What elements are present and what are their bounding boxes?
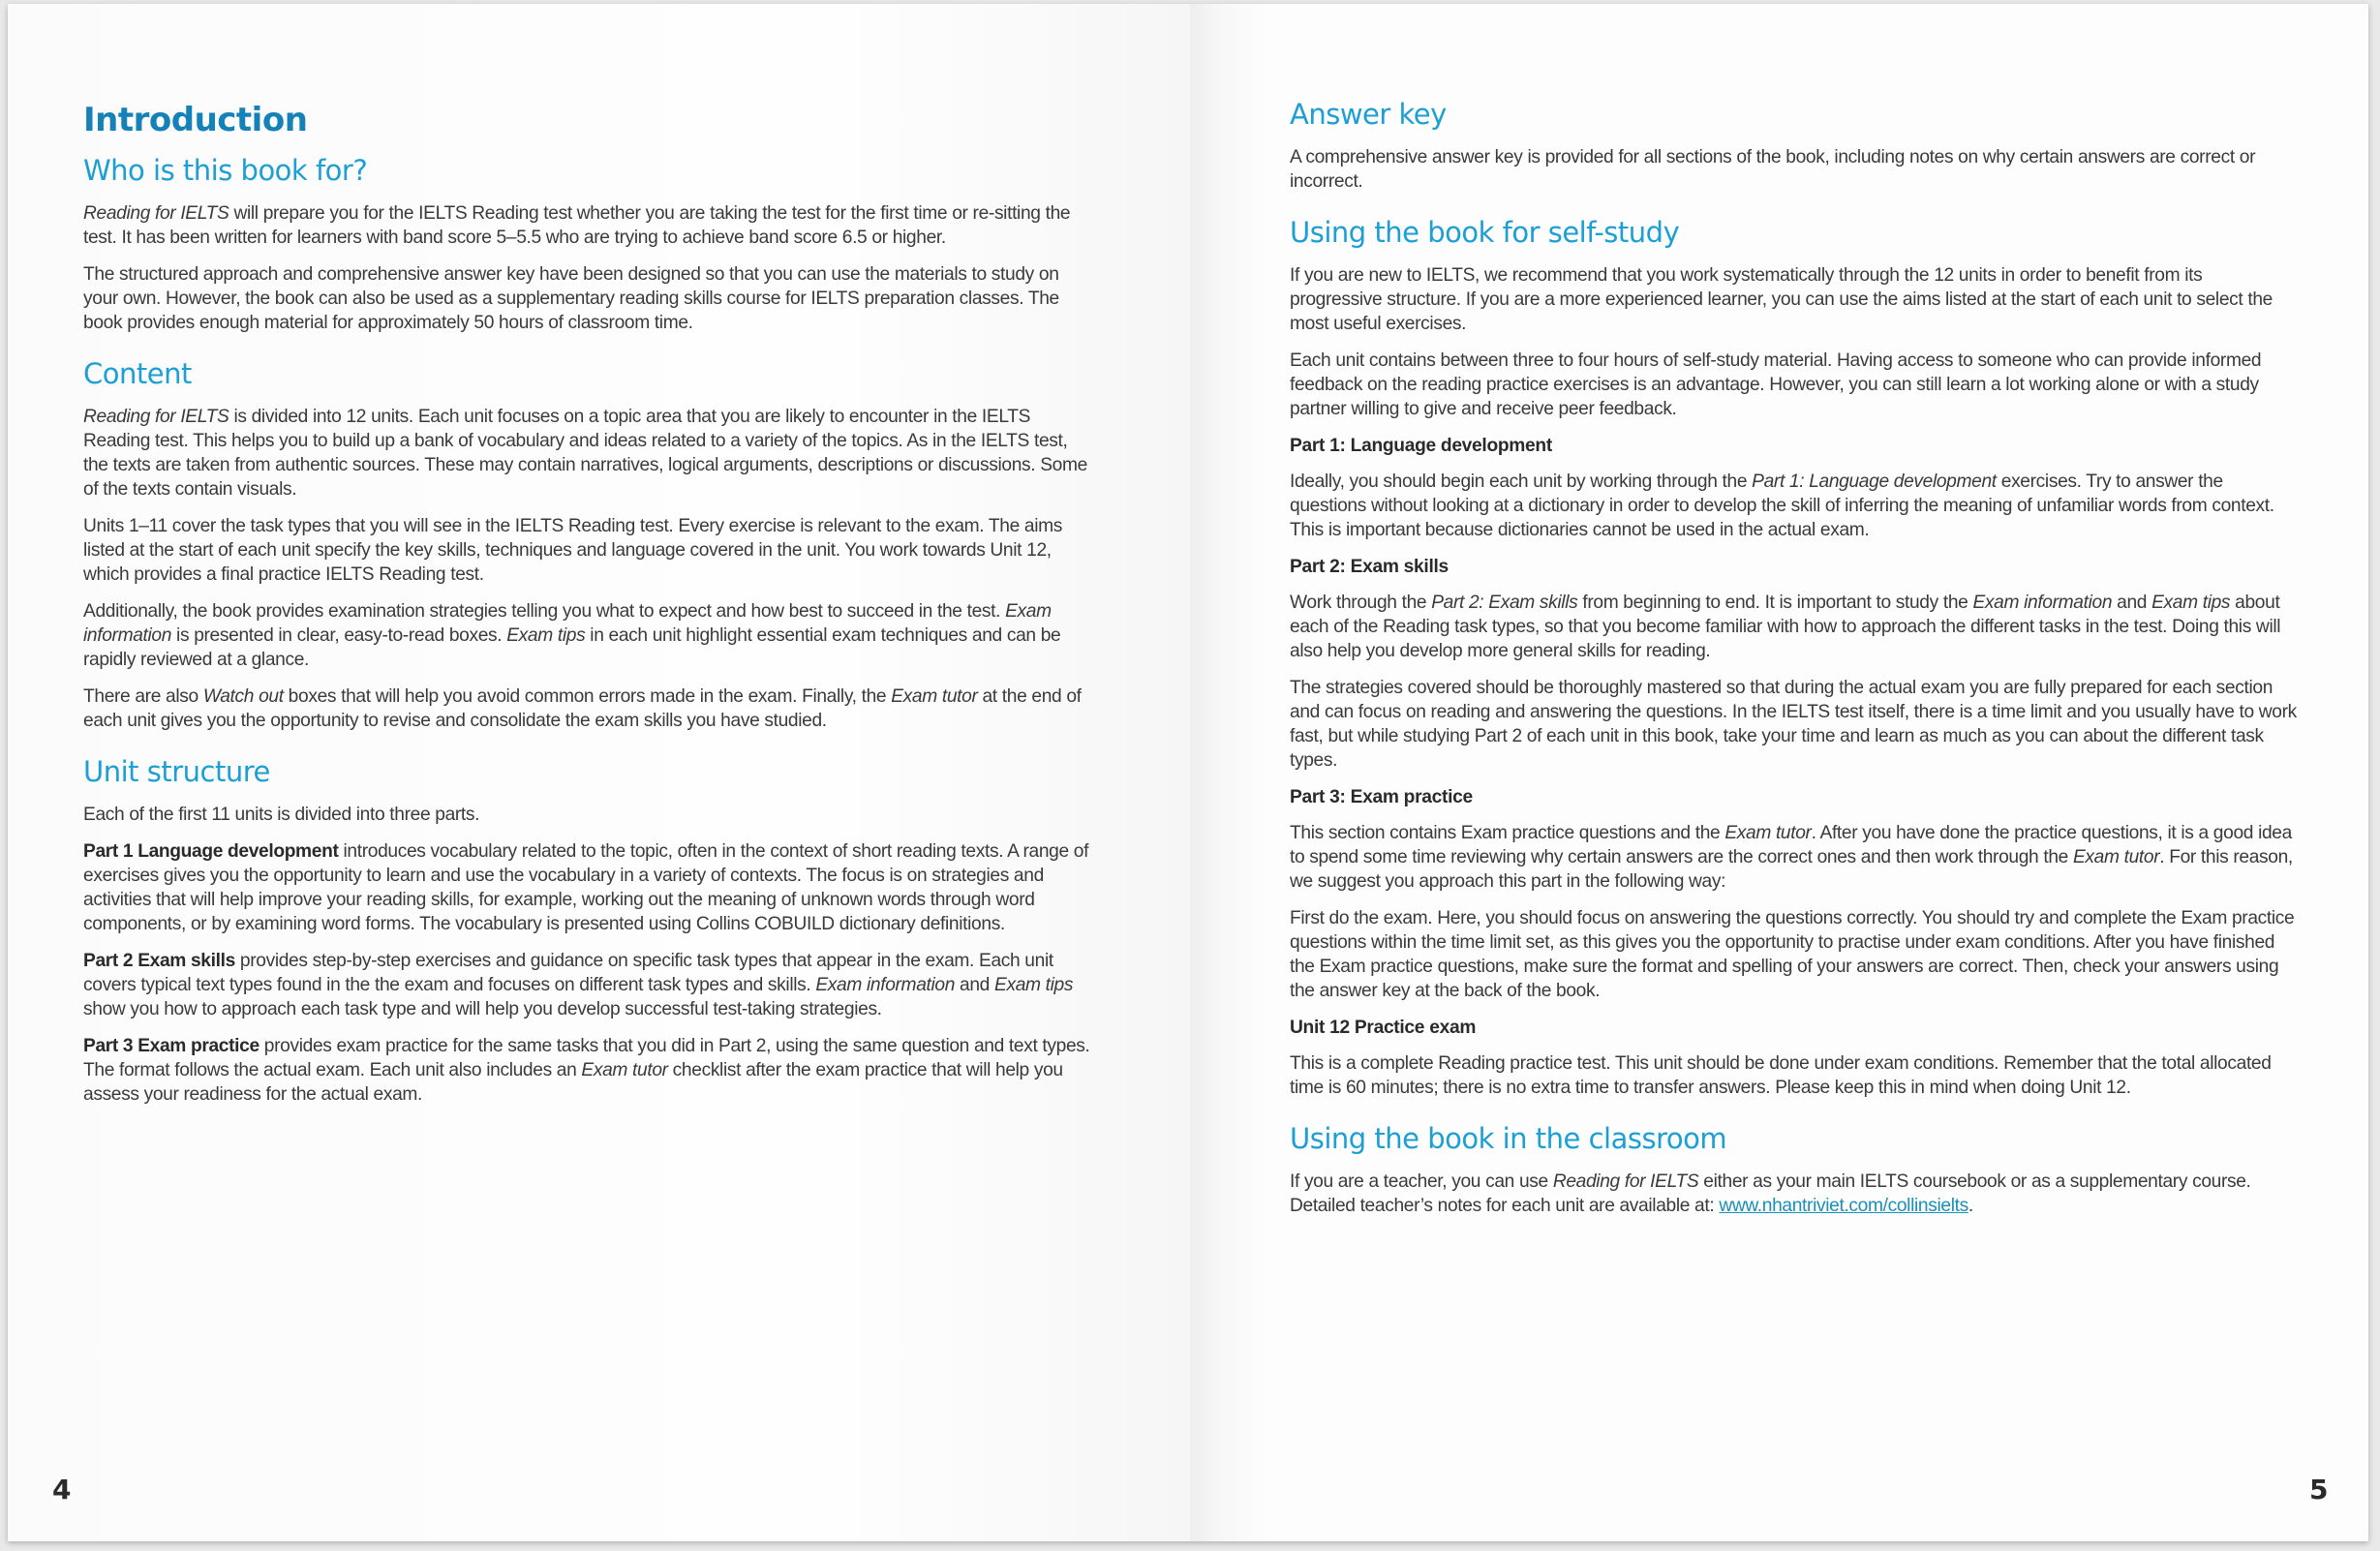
- book-title-italic: Reading for IELTS: [83, 203, 229, 224]
- italic-term: Watch out: [202, 686, 284, 707]
- left-column: [83, 101, 1090, 1128]
- paragraph: [83, 405, 1090, 502]
- paragraph-text: provides exam practice for the same tasks that you did in Part 2, using the same question and text types. The format follows the actual exam. Each unit also includes an: [83, 1036, 1090, 1080]
- paragraph: The structured approach and comprehensive answer key have been designed so that you can use the materials to study on your own. However, the book can also be used as a supplementary reading skills course for IELTS preparation classes. The book provides enough material for approximately 50 hours of classroom time.: [83, 264, 1059, 333]
- subheading-part3: Part 3: Exam practice: [1290, 787, 1473, 807]
- paragraph-text: in each unit highlight essential exam techniques and can be rapidly reviewed at a glance.: [83, 625, 1061, 670]
- book-spread: [8, 4, 2368, 1541]
- paragraph: [83, 949, 1090, 1021]
- paragraph: First do the exam. Here, you should focus on answering the questions correctly. You should try and complete the Exam practice questions within the time limit set, as this gives you the opportunity to practise under exam conditions. After you have finished the Exam practice questions, make sure the format and spelling of your answers are correct. Then, check your answers using the answer key at the back of the book.: [1290, 908, 2295, 1001]
- page-title: Introduction: [83, 101, 308, 139]
- italic-term: Exam tips: [2151, 593, 2231, 613]
- italic-term: Exam tips: [994, 975, 1074, 995]
- paragraph-text: Additionally, the book provides examination strategies telling you what to expect and how best to succeed in the test.: [83, 601, 1006, 622]
- paragraph: If you are new to IELTS, we recommend that you work systematically through the 12 units in order to benefit from its progressive structure. If you are a more experienced learner, you can use the aims listed at the start of each unit to select the most useful exercises.: [1290, 265, 2273, 334]
- section-heading: Using the book for self-study: [1290, 216, 1680, 249]
- paragraph: [1290, 591, 2297, 663]
- subheading-part1: Part 1: Language development: [1290, 436, 1552, 456]
- paragraph-text: introduces vocabulary related to the topic, often in the context of short reading texts. A range of exercises gives you the opportunity to learn and use the vocabulary in a variety of contexts. The focus is on strategies and activities that will help improve your reading skills, for example, working out the meaning of unknown words through word components, or by examining word forms. The vocabulary is presented using Collins COBUILD dictionary definitions.: [83, 841, 1089, 934]
- paragraph: [83, 839, 1090, 936]
- paragraph-text: boxes that will help you avoid common errors made in the exam. Finally, the: [283, 686, 892, 707]
- left-page: [8, 4, 1190, 1541]
- paragraph: [83, 201, 1090, 250]
- italic-term: Exam tutor: [1724, 823, 1812, 843]
- section-heading: Answer key: [1290, 98, 1447, 131]
- section-content: [83, 356, 1090, 733]
- paragraph-text: show you how to approach each task type and will help you develop successful test-taking strategies.: [83, 999, 882, 1019]
- paragraph-text: and: [955, 975, 994, 995]
- subheading-part2: Part 2: Exam skills: [1290, 557, 1449, 577]
- paragraph-text: is presented in clear, easy-to-read boxes.: [171, 625, 507, 646]
- paragraph: [83, 1034, 1090, 1107]
- right-column: [1290, 97, 2297, 1239]
- italic-term: Exam information: [83, 601, 1052, 646]
- italic-term: Exam tips: [506, 625, 586, 646]
- paragraph: The strategies covered should be thoroughly mastered so that during the actual exam you are fully prepared for each section and can focus on reading and answering the questions. In the IELTS test itself, there is a time limit and you usually have to work fast, but while studying Part 2 of each unit in this book, take your time and learn as much as you can about the different task types.: [1290, 678, 2297, 771]
- section-self-study: [1290, 215, 2297, 1100]
- paragraph-text: There are also: [83, 686, 203, 707]
- paragraph-text: Ideally, you should begin each unit by working through the: [1290, 471, 1753, 492]
- paragraph-text: . For this reason, we suggest you approach this part in the following way:: [1290, 847, 2293, 892]
- paragraph-text: . After you have done the practice questions, it is a good idea to spend some time reviewing why certain answers are the correct ones and then work through the: [1290, 823, 2292, 867]
- section-answer-key: [1290, 97, 2297, 194]
- section-who-is-this-book-for: [83, 153, 1090, 335]
- italic-term: Exam information: [815, 975, 956, 995]
- paragraph: This is a complete Reading practice test. This unit should be done under exam conditions. Remember that the total allocated time is 60 minutes; there is no extra time to transfer answers. Please keep this in mind when doing Unit 12.: [1290, 1053, 2272, 1098]
- paragraph-text: will prepare you for the IELTS Reading test whether you are taking the test for the first time or re-sitting the test. It has been written for learners with band score 5–5.5 who are trying to achieve band score 6.5 or higher.: [83, 203, 1071, 248]
- paragraph: [1290, 470, 2297, 542]
- paragraph-text: from beginning to end. It is important to study the: [1577, 593, 1973, 613]
- section-heading: Unit structure: [83, 755, 270, 788]
- subheading-unit12: Unit 12 Practice exam: [1290, 1018, 1477, 1038]
- paragraph-text: This section contains Exam practice questions and the: [1290, 823, 1725, 843]
- paragraph: A comprehensive answer key is provided for all sections of the book, including notes on why certain answers are correct or incorrect.: [1290, 147, 2256, 192]
- section-heading: Who is this book for?: [83, 154, 368, 187]
- paragraph: Each of the first 11 units is divided into three parts.: [83, 805, 480, 825]
- italic-term: Exam tutor: [891, 686, 978, 707]
- teacher-notes-link[interactable]: www.nhantriviet.com/collinsielts: [1719, 1196, 1968, 1216]
- paragraph-text: provides step-by-step exercises and guidance on specific task types that appear in the exam. Each unit covers typical text types found in the the exam and focuses on different task types and skills.: [83, 951, 1053, 995]
- section-classroom: [1290, 1121, 2297, 1218]
- paragraph-text: Work through the: [1290, 593, 1432, 613]
- paragraph: [83, 684, 1090, 733]
- paragraph: Units 1–11 cover the task types that you will see in the IELTS Reading test. Every exercise is relevant to the exam. The aims listed at the start of each unit specify the key skills, techniques and language covered in the unit. You work towards Unit 12, which provides a final practice IELTS Reading test.: [83, 516, 1062, 585]
- paragraph-text: at the end of each unit gives you the opportunity to revise and consolidate the exam skills you have studied.: [83, 686, 1082, 731]
- italic-term: Part 2: Exam skills: [1431, 593, 1578, 613]
- paragraph-text: is divided into 12 units. Each unit focuses on a topic area that you are likely to encounter in the IELTS Reading test. This helps you to build up a bank of vocabulary and ideas related to a variety of the topics. As in the IELTS test, the texts are taken from authentic sources. These may contain narratives, logical arguments, descriptions or discussions. Some of the texts contain visuals.: [83, 407, 1087, 500]
- paragraph: [1290, 1170, 2297, 1218]
- bold-lead: Part 3 Exam practice: [83, 1036, 259, 1056]
- italic-term: Exam tutor: [581, 1060, 668, 1080]
- section-unit-structure: [83, 754, 1090, 1107]
- book-title-italic: Reading for IELTS: [83, 407, 229, 427]
- page-number: 4: [52, 1474, 72, 1505]
- paragraph-text: either as your main IELTS coursebook or as a supplementary course. Detailed teacher’s notes for each unit are available at:: [1290, 1171, 2251, 1216]
- italic-term: Exam tutor: [2072, 847, 2160, 867]
- paragraph: [83, 599, 1090, 672]
- paragraph-text: about each of the Reading task types, so that you become familiar with how to approach the different tasks in the test. Doing this will also help you develop more general skills for reading.: [1290, 593, 2281, 661]
- paragraph-text: exercises. Try to answer the questions without looking at a dictionary in order to develop the skill of inferring the meaning of unfamiliar words from context. This is important because dictionaries cannot be used in the actual exam.: [1290, 471, 2274, 540]
- paragraph-text: .: [1968, 1196, 1973, 1216]
- paragraph: Each unit contains between three to four hours of self-study material. Having access to someone who can provide informed feedback on the reading practice exercises is an advantage. However, you can still learn a lot working alone or with a study partner willing to give and receive peer feedback.: [1290, 350, 2262, 419]
- bold-lead: Part 2 Exam skills: [83, 951, 235, 971]
- book-title-italic: Reading for IELTS: [1552, 1171, 1699, 1192]
- bold-lead: Part 1 Language development: [83, 841, 339, 862]
- italic-term: Exam information: [1972, 593, 2113, 613]
- italic-term: Part 1: Language development: [1752, 471, 1997, 492]
- section-heading: Using the book in the classroom: [1290, 1122, 1727, 1155]
- paragraph-text: and: [2112, 593, 2152, 613]
- page-number: 5: [2309, 1474, 2329, 1505]
- section-heading: Content: [83, 357, 192, 390]
- paragraph: [1290, 821, 2297, 894]
- right-page: [1190, 4, 2368, 1541]
- paragraph-text: checklist after the exam practice that will help you assess your readiness for the actual exam.: [83, 1060, 1063, 1105]
- paragraph-text: If you are a teacher, you can use: [1290, 1171, 1553, 1192]
